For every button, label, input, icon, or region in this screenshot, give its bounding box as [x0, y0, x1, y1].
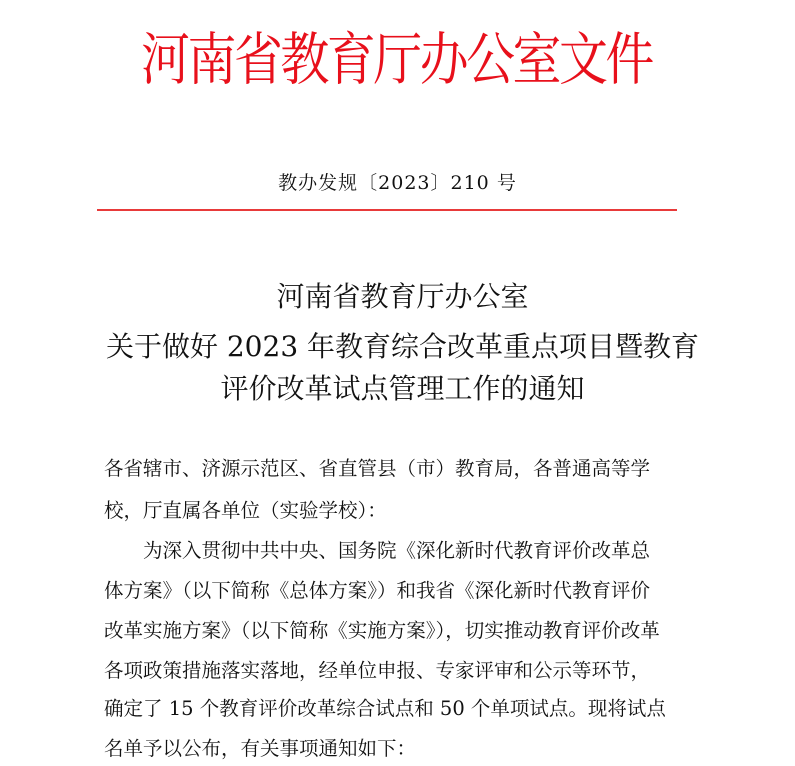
addressee-line-2: 校，厅直属各单位（实验学校）： [104, 499, 387, 522]
document-number: 教办发规〔2023〕210 号 [278, 172, 517, 194]
addressee-line-1: 各省辖市、济源示范区、省直管县（市）教育局，各普通高等学 [104, 457, 651, 480]
body-paragraph-line: 名单予以公布，有关事项通知如下： [104, 737, 417, 760]
notice-title-line-3: 评价改革试点管理工作的通知 [220, 372, 585, 405]
notice-title-line-1: 河南省教育厅办公室 [276, 280, 529, 313]
body-paragraph-line: 为深入贯彻中共中央、国务院《深化新时代教育评价改革总 [104, 539, 651, 562]
body-paragraph-line: 各项政策措施落实落地，经单位申报、专家评审和公示等环节， [104, 659, 651, 682]
red-separator-line [97, 209, 677, 211]
body-paragraph-line: 确定了 15 个教育评价改革综合试点和 50 个单项试点。现将试点 [104, 697, 666, 720]
body-paragraph-line: 改革实施方案》（以下简称《实施方案》），切实推动教育评价改革 [104, 619, 660, 642]
issuing-authority-header: 河南省教育厅办公室文件 [141, 27, 652, 93]
body-paragraph-line: 体方案》（以下简称《总体方案》）和我省《深化新时代教育评价 [104, 579, 651, 602]
notice-title-line-2: 关于做好 2023 年教育综合改革重点项目暨教育 [105, 330, 700, 363]
